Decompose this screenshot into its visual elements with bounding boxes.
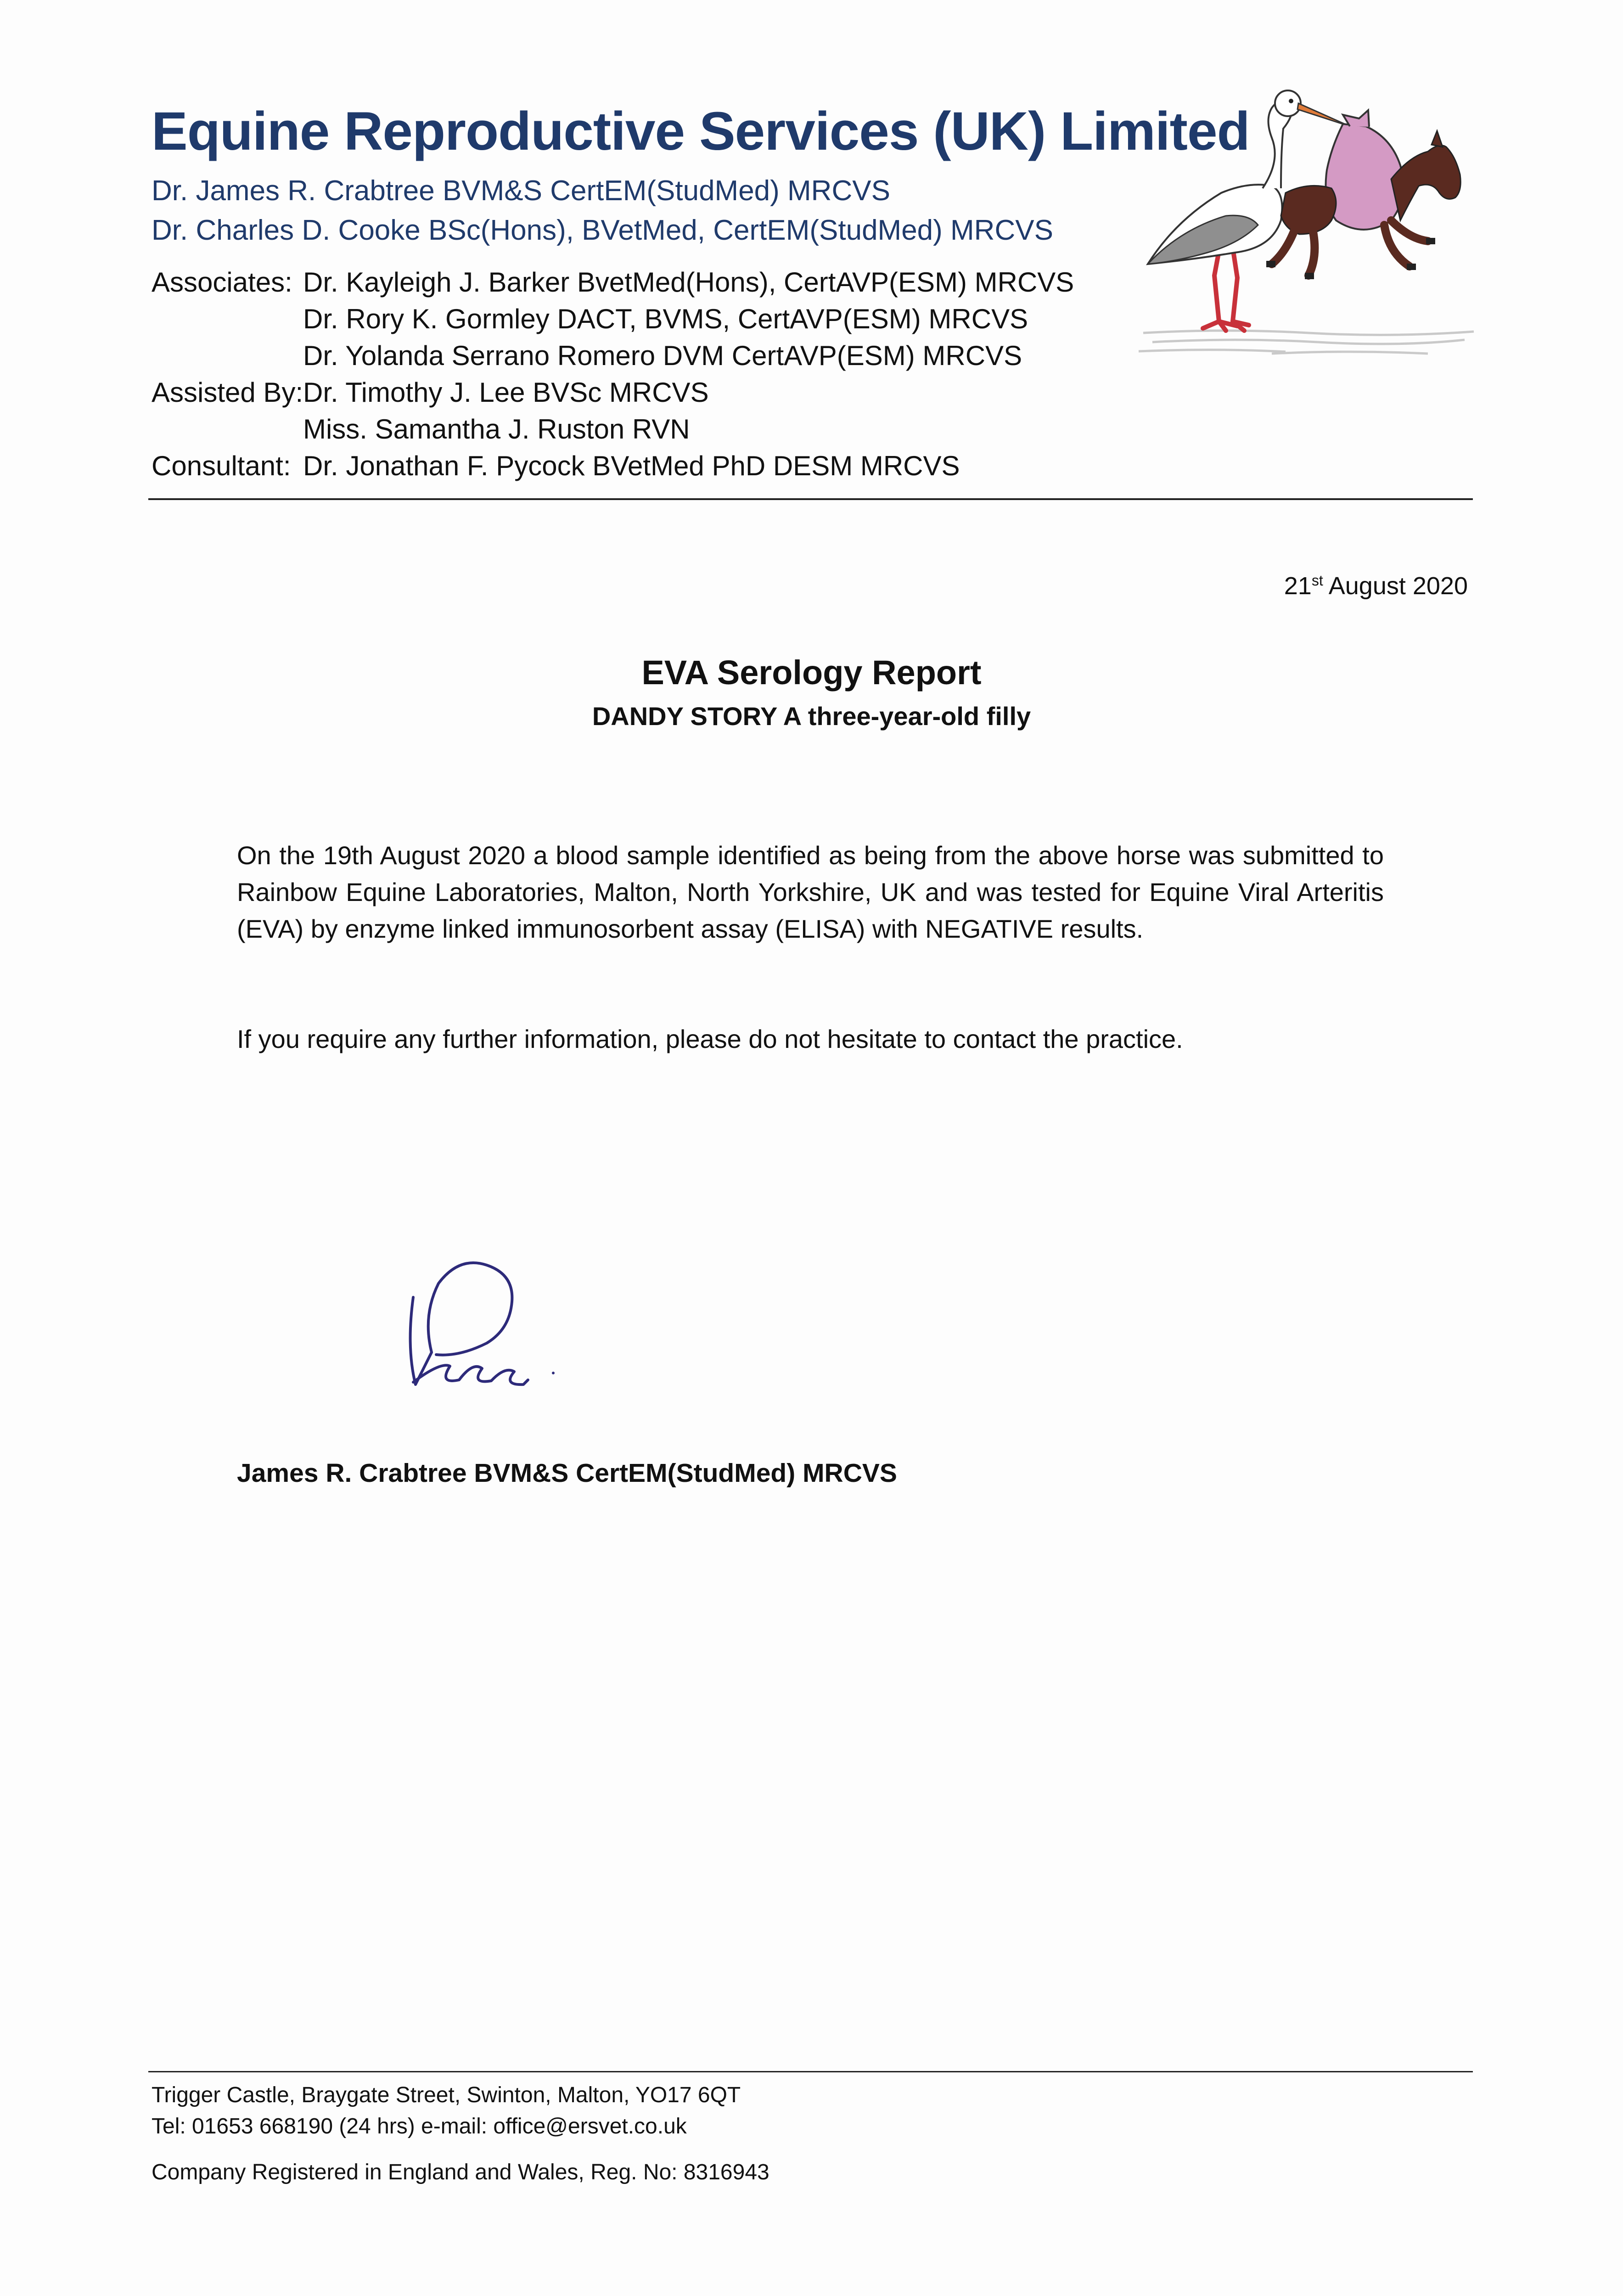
footer-contact: Tel: 01653 668190 (24 hrs) e-mail: office@ersvet.co.uk [152,2114,687,2138]
associate-3: Dr. Yolanda Serrano Romero DVM CertAVP(ESM) MRCVS [303,340,1022,371]
letter-date: 21st August 2020 [1284,572,1468,600]
associate-1: Dr. Kayleigh J. Barker BvetMed(Hons), CertAVP(ESM) MRCVS [303,267,1074,298]
associates-label: Associates: [152,267,292,298]
footer-registration: Company Registered in England and Wales, Reg. No: 8316943 [152,2160,769,2184]
signatory-name: James R. Crabtree BVM&S CertEM(StudMed) MRCVS [237,1458,897,1488]
stork-carrying-foal-icon [1134,83,1483,363]
company-name: Equine Reproductive Services (UK) Limited [152,101,1250,162]
principal-vet-2: Dr. Charles D. Cooke BSc(Hons), BVetMed, CertEM(StudMed) MRCVS [152,214,1053,246]
principal-vet-1: Dr. James R. Crabtree BVM&S CertEM(StudMed) MRCVS [152,175,890,207]
handwritten-signature-icon [395,1251,569,1398]
associate-2: Dr. Rory K. Gormley DACT, BVMS, CertAVP(ESM) MRCVS [303,304,1028,334]
header-divider [148,498,1473,500]
assisted-label: Assisted By: [152,377,303,408]
footer-address: Trigger Castle, Braygate Street, Swinton, Malton, YO17 6QT [152,2083,741,2107]
report-title: EVA Serology Report [641,653,982,692]
assistant-2: Miss. Samantha J. Ruston RVN [303,414,690,445]
body-paragraph-1: On the 19th August 2020 a blood sample identified as being from the above horse was submitted to Rainbow Equine Laboratories, Malton, North Yorkshire, UK and was tested for Equine Viral Arteritis (EVA) by enzyme linked immunosorbent assay (ELISA) with NEGATIVE results. [237,841,1384,943]
body-paragraph-2: If you require any further information, please do not hesitate to contact the practice. [237,1024,1183,1053]
assistant-1: Dr. Timothy J. Lee BVSc MRCVS [303,377,709,408]
report-subtitle: DANDY STORY A three-year-old filly [592,702,1031,731]
consultant-label: Consultant: [152,450,291,481]
consultant-name: Dr. Jonathan F. Pycock BVetMed PhD DESM MRCVS [303,450,960,481]
footer-divider [148,2071,1473,2072]
